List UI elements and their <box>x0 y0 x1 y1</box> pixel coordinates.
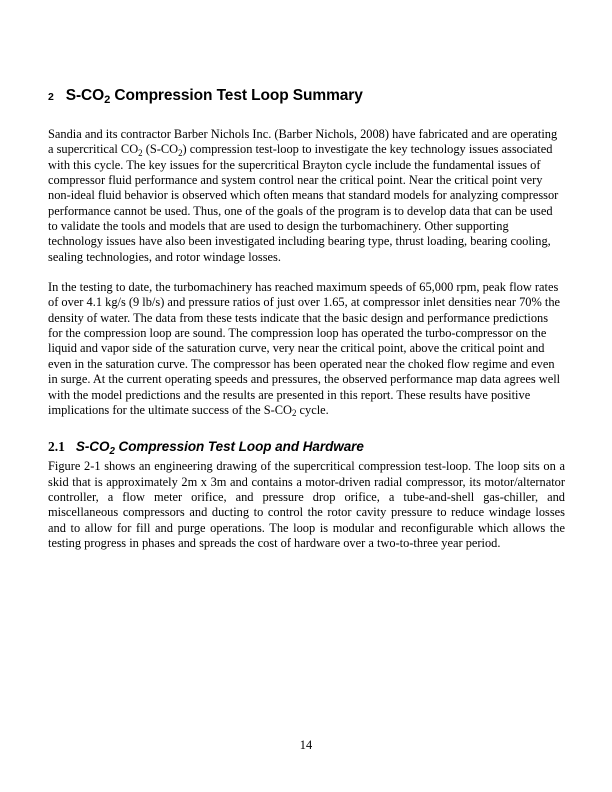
section-heading <box>48 86 565 107</box>
section-title-text-cont: Compression Test Loop Summary <box>110 87 363 104</box>
paragraph-intro <box>48 127 565 265</box>
subsection-title-subscript: 2 <box>109 445 115 457</box>
paragraph-hardware-description: Figure 2-1 shows an engineering drawing of the supercritical compression test-loop. The loop sits on a skid that is approximately 2m x 3m and contains a motor-driven radial compressor, its motor/alternator controller, a flow meter orifice, and pressure drop orifice, a tube-and-shell gas-chiller, and miscellaneous compressors and ducting to control the rotor cavity pressure to reduce windage losses and to allow for fill and purge operations. The loop is modular and reconfigurable which allows the testing progress in phases and spreads the cost of hardware over a two-to-three year period. <box>48 459 565 550</box>
subsection-number: 2.1 <box>48 439 65 455</box>
section-title-text: S-CO <box>65 87 105 104</box>
section-number: 2 <box>48 91 54 103</box>
paragraph-intro-text-c: ) compression test-loop to investigate the key technology issues associated with this cycle. The key issues for the supercritical Brayton cycle include the fundamental issues of compressor fluid performance and system control near the critical point. Near the critical point very non-ideal fluid behavior is observed which often means that standard models for analyzing compressor performance cannot be used. Thus, one of the goals of the program is to develop data that can be used to validate the tools and models that are used to design the turbomachinery. Other supporting technology issues have also been investigated including bearing type, thrust loading, bearing cooling, sealing technologies, and rotor windage losses. <box>48 142 559 264</box>
subsection-title-text: S-CO <box>75 439 110 455</box>
co2-subscript-3: 2 <box>291 408 297 419</box>
subsection-title <box>75 439 364 457</box>
paragraph-testing-text-b: cycle. <box>296 402 329 417</box>
co2-subscript-2: 2 <box>178 147 183 158</box>
subsection-title-text-cont: Compression Test Loop and Hardware <box>114 439 364 455</box>
section-title-subscript: 2 <box>104 93 111 106</box>
paragraph-testing-text-a: In the testing to date, the turbomachinery has reached maximum speeds of 65,000 rpm, peak flow rates of over 4.1 kg/s (9 lb/s) and pressure ratios of just over 1.65, at compressor inlet densities near 70% the density of water. The data from these tests indicate that the basic design and performance predictions for the compression loop are sound. The compression loop has operated the turbo-compressor on the liquid and vapor side of the saturation curve, very near the critical point, above the critical point and even in the saturation curve. The compressor has been operated near the choked flow regime and even in surge. At the current operating speeds and pressures, the observed performance map data agrees well with the model predictions and the results are presented in this report. These results have positive implications for the ultimate success of the S-CO <box>48 280 561 417</box>
subsection-heading <box>48 435 565 456</box>
page-content <box>48 86 565 551</box>
paragraph-testing-results <box>48 280 565 418</box>
co2-subscript-1: 2 <box>138 147 143 158</box>
page-number: 14 <box>299 738 313 752</box>
paragraph-intro-text-b: (S-CO <box>142 142 179 157</box>
paragraph-intro-text-a: Sandia and its contractor Barber Nichols Inc. (Barber Nichols, 2008) have fabricated and are operating a supercritical CO <box>48 127 558 157</box>
